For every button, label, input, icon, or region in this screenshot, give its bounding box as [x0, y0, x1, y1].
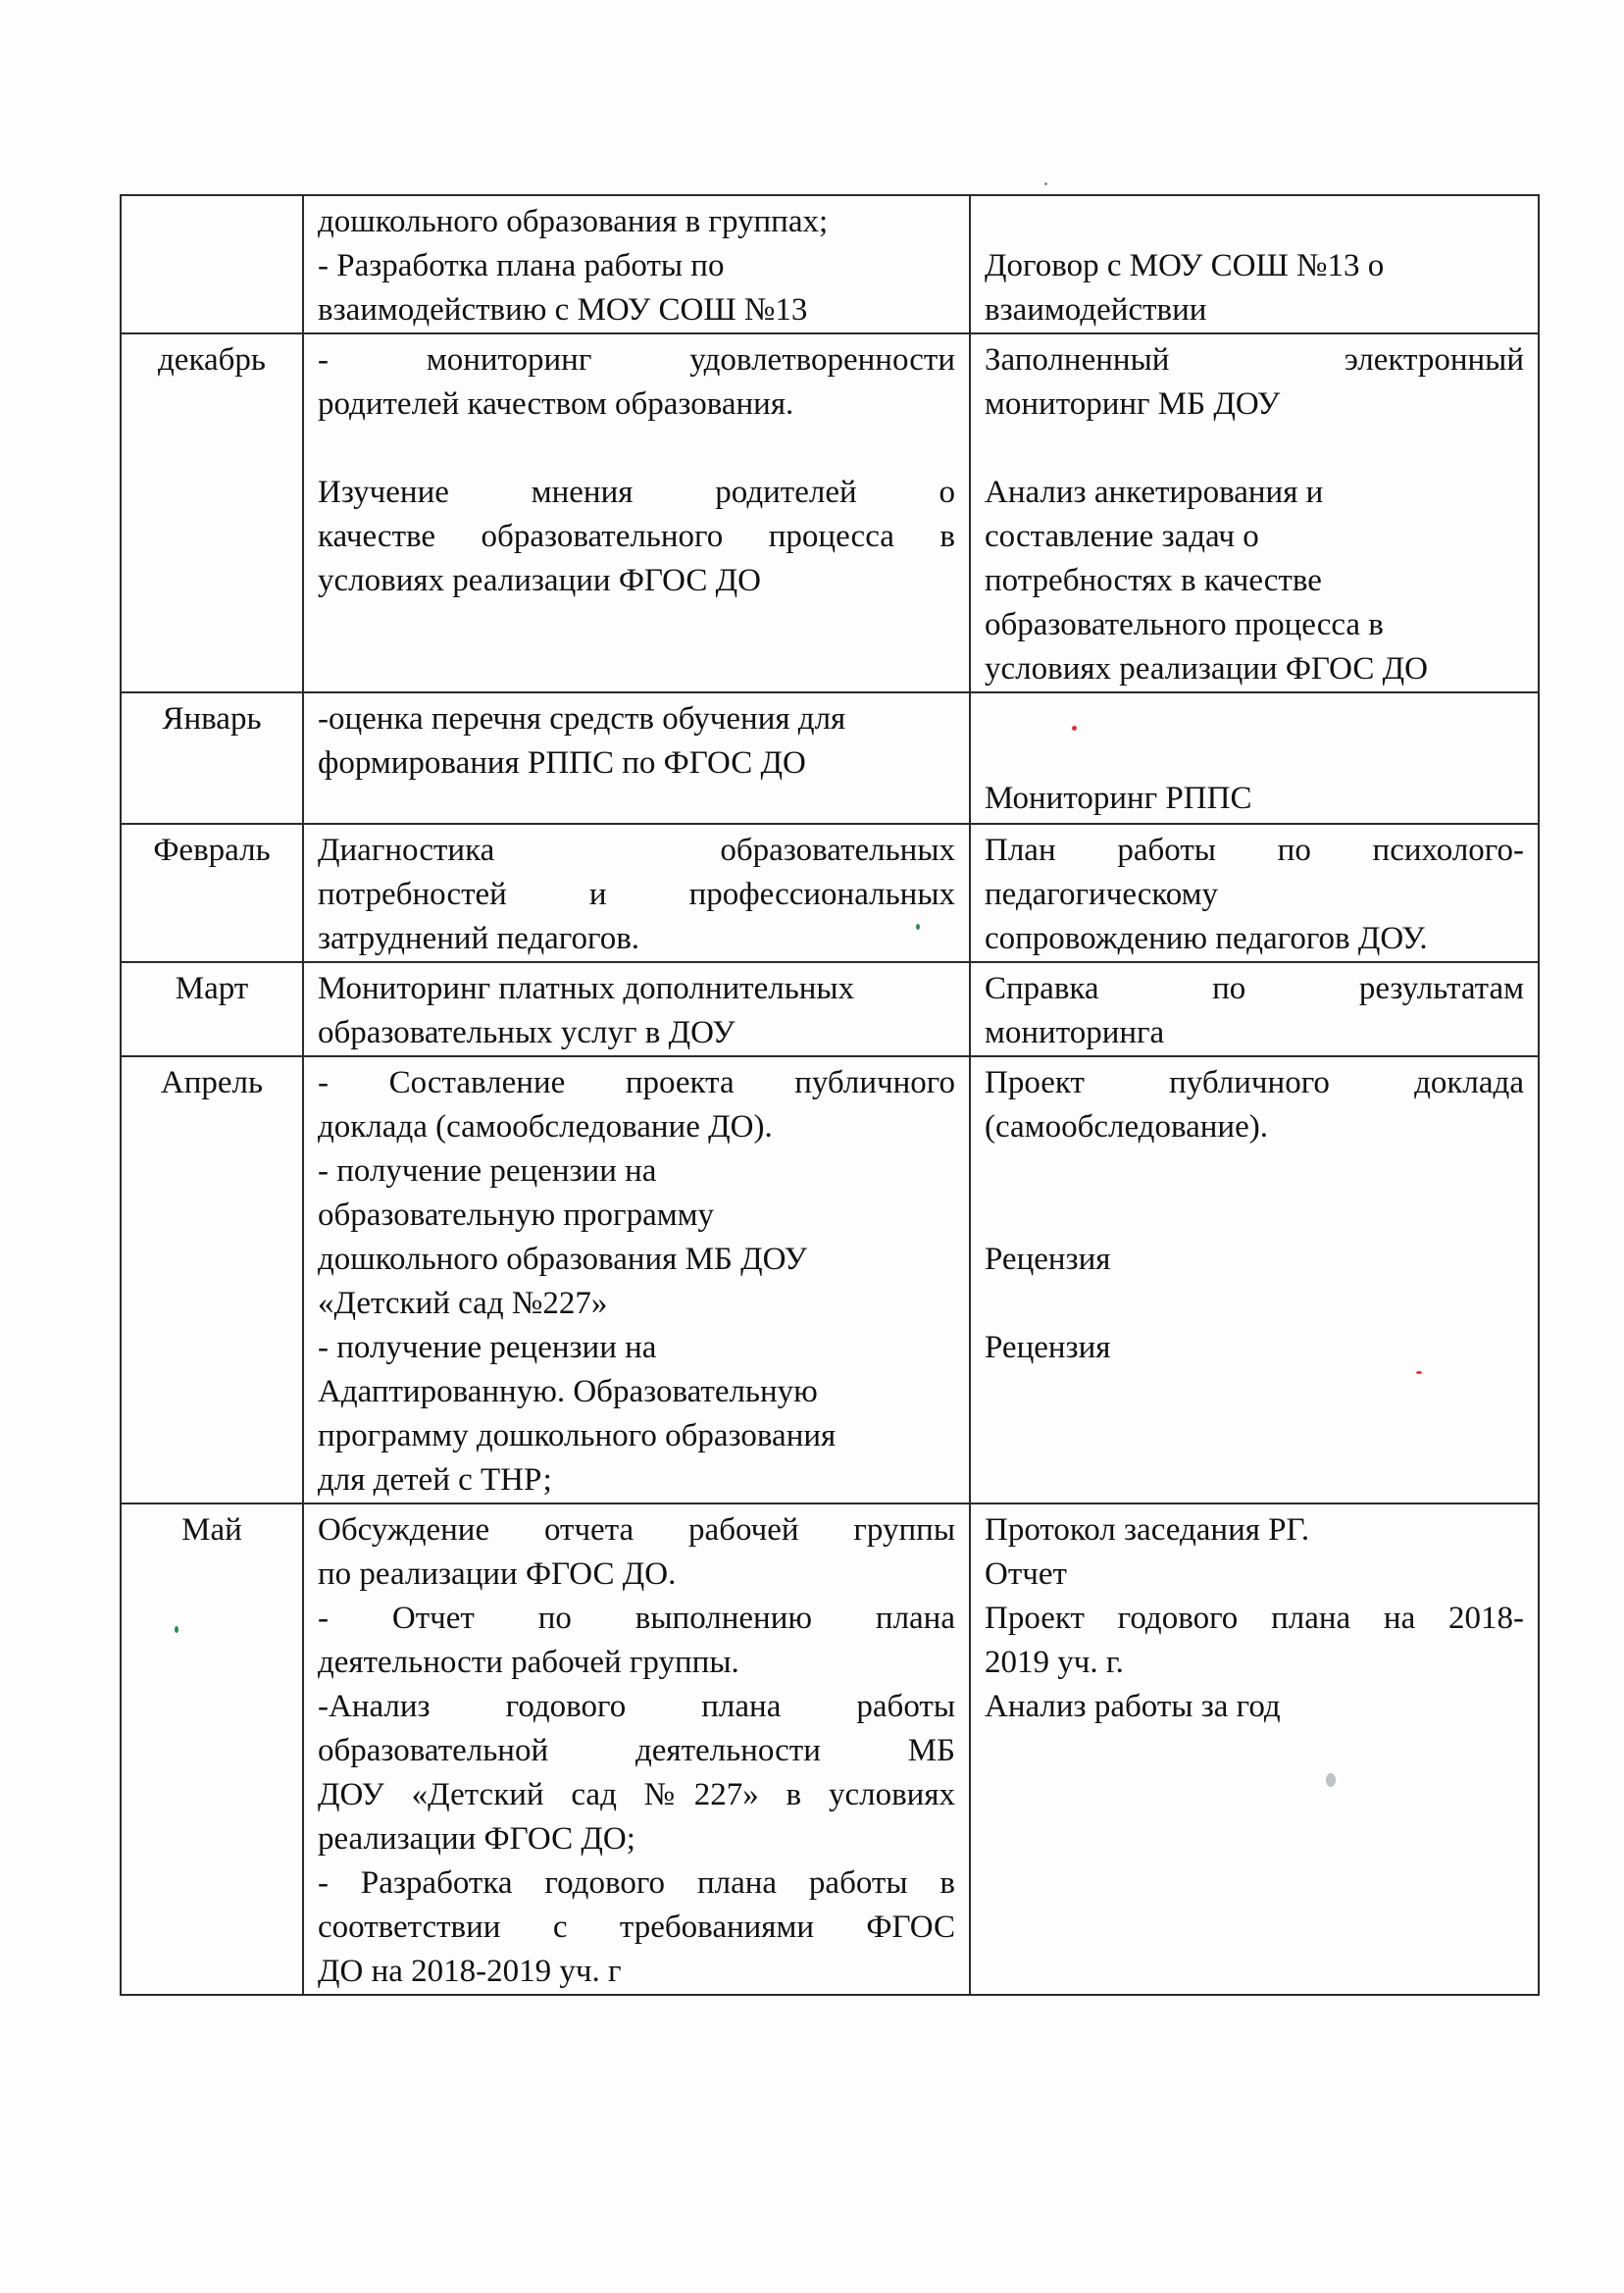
work-cell [303, 195, 970, 333]
scan-speck [1326, 1773, 1336, 1787]
work-plan-table [120, 194, 1540, 1996]
result-line: Договор с МОУ СОШ №13 о [985, 248, 1385, 283]
result-line: Проект годового плана на 2018- [985, 1601, 1524, 1636]
work-cell [303, 1056, 970, 1503]
month-cell [121, 195, 303, 333]
work-line: Диагностика образовательных [318, 833, 955, 868]
work-line: - мониторинг удовлетворенности [318, 342, 955, 378]
result-cell [970, 824, 1539, 962]
result-cell [970, 1056, 1539, 1503]
result-line: Мониторинг РППС [985, 781, 1252, 816]
work-line: «Детский сад №227» [318, 1286, 608, 1321]
table-row [121, 962, 1539, 1056]
result-cell [970, 1503, 1539, 1995]
work-line: условиях реализации ФГОС ДО [318, 563, 761, 598]
scan-speck [175, 1626, 178, 1633]
work-line: для детей с ТНР; [318, 1462, 552, 1498]
work-line: образовательную программу [318, 1197, 714, 1233]
work-line: доклада (самообследование ДО). [318, 1109, 773, 1145]
result-line: потребностях в качестве [985, 563, 1322, 598]
work-cell [303, 1503, 970, 1995]
result-line: Анализ анкетирования и [985, 475, 1324, 510]
result-line: (самообследование). [985, 1109, 1268, 1145]
result-line: педагогическому [985, 877, 1219, 912]
work-line: образовательной деятельности МБ [318, 1733, 955, 1768]
result-line: Заполненный электронный [985, 342, 1524, 378]
work-line: Изучение мнения родителей о [318, 475, 955, 510]
work-line: Обсуждение отчета рабочей группы [318, 1512, 955, 1548]
work-cell [303, 824, 970, 962]
work-line: - получение рецензии на [318, 1330, 657, 1365]
work-line: по реализации ФГОС ДО. [318, 1556, 677, 1592]
month-cell: Февраль [121, 824, 303, 962]
result-line: сопровождению педагогов ДОУ. [985, 921, 1428, 956]
work-line: реализации ФГОС ДО; [318, 1821, 635, 1857]
result-line: взаимодействии [985, 292, 1207, 328]
work-line: - Разработка годового плана работы в [318, 1865, 955, 1901]
result-line: 2019 уч. г. [985, 1645, 1124, 1680]
work-line: затруднений педагогов. [318, 921, 640, 956]
work-line: потребностей и профессиональных [318, 877, 955, 912]
result-line: Рецензия [985, 1330, 1111, 1365]
table-row [121, 692, 1539, 824]
work-line: ДОУ «Детский сад №227» в условиях [318, 1777, 955, 1812]
scan-speck [916, 924, 920, 930]
work-line: -оценка перечня средств обучения для [318, 701, 846, 737]
work-line: - Составление проекта публичного [318, 1065, 955, 1100]
work-line: взаимодействию с МОУ СОШ №13 [318, 292, 808, 328]
result-line: Отчет [985, 1556, 1067, 1592]
table-row [121, 1056, 1539, 1503]
result-line: Справка по результатам [985, 971, 1524, 1006]
scan-speck [1072, 726, 1077, 731]
work-line: родителей качеством образования. [318, 386, 794, 422]
work-line: ДО на 2018-2019 уч. г [318, 1954, 622, 1989]
work-cell [303, 333, 970, 692]
work-line: - получение рецензии на [318, 1153, 657, 1189]
table-row [121, 1503, 1539, 1995]
result-line: мониторинг МБ ДОУ [985, 386, 1281, 422]
result-line: Протокол заседания РГ. [985, 1512, 1310, 1548]
result-line: составление задач о [985, 519, 1259, 554]
month-cell: декабрь [121, 333, 303, 692]
work-line: формирования РППС по ФГОС ДО [318, 745, 806, 781]
result-line: Проект публичного доклада [985, 1065, 1524, 1100]
work-line: образовательных услуг в ДОУ [318, 1015, 736, 1050]
work-line: соответствии с требованиями ФГОС [318, 1910, 955, 1945]
month-cell: Март [121, 962, 303, 1056]
result-cell [970, 692, 1539, 824]
work-line: -Анализ годового плана работы [318, 1689, 955, 1724]
work-line: деятельности рабочей группы. [318, 1645, 739, 1680]
result-line: образовательного процесса в [985, 607, 1384, 642]
work-line: дошкольного образования МБ ДОУ [318, 1242, 807, 1277]
result-line: Рецензия [985, 1242, 1111, 1277]
scan-speck [1416, 1371, 1422, 1374]
work-line: Мониторинг платных дополнительных [318, 971, 855, 1006]
result-line: План работы по психолого- [985, 833, 1524, 868]
table-row [121, 824, 1539, 962]
result-cell [970, 962, 1539, 1056]
work-line: качестве образовательного процесса в [318, 519, 955, 554]
result-cell [970, 333, 1539, 692]
result-line: условиях реализации ФГОС ДО [985, 651, 1428, 687]
work-cell [303, 962, 970, 1056]
work-cell [303, 692, 970, 824]
result-line: Анализ работы за год [985, 1689, 1281, 1724]
work-line: программу дошкольного образования [318, 1418, 837, 1453]
work-line: - Разработка плана работы по [318, 248, 725, 283]
result-cell [970, 195, 1539, 333]
month-cell: Апрель [121, 1056, 303, 1503]
result-line: мониторинга [985, 1015, 1165, 1050]
table-row [121, 333, 1539, 692]
work-line: дошкольного образования в группах; [318, 204, 829, 239]
scan-speck [1044, 182, 1047, 185]
month-cell: Январь [121, 692, 303, 824]
work-line: Адаптированную. Образовательную [318, 1374, 818, 1409]
table-row [121, 195, 1539, 333]
month-cell: Май [121, 1503, 303, 1995]
work-line: - Отчет по выполнению плана [318, 1601, 955, 1636]
